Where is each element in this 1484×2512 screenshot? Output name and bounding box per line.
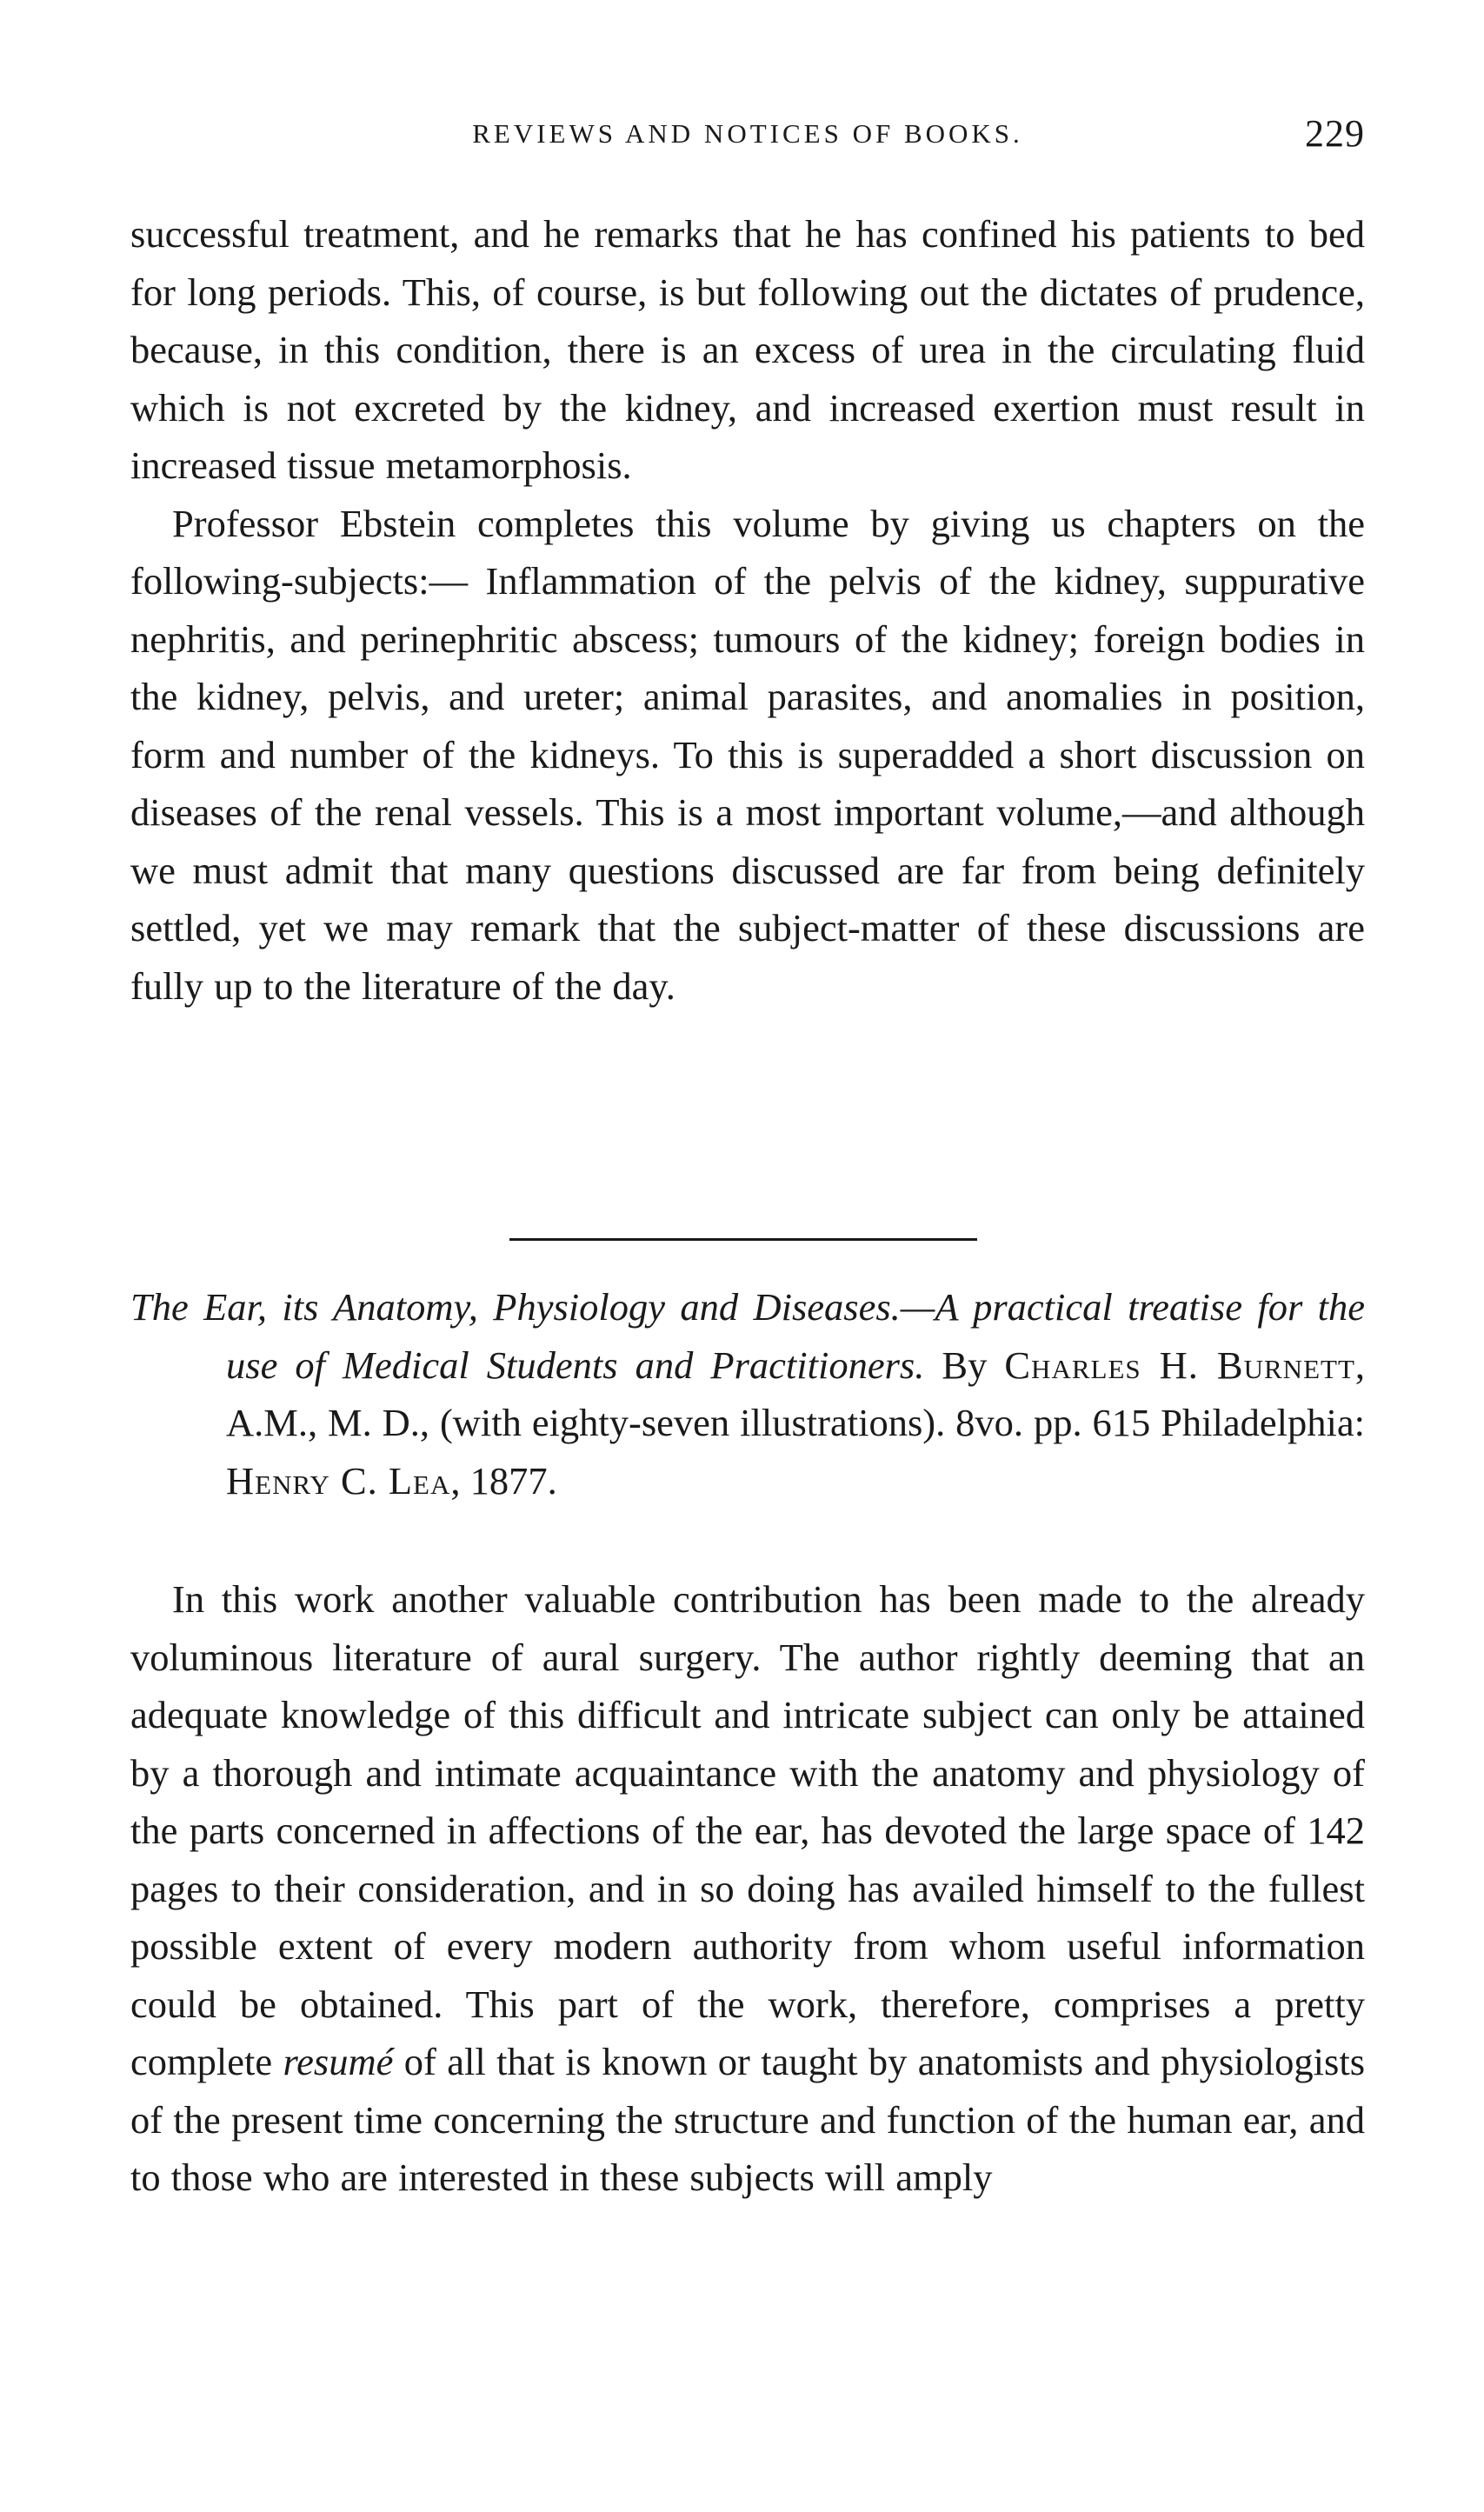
paragraph-treatment: successful treatment, and he remarks that he has confined his patients to bed for long periods. This, of course, is but following out the dictates of prudence, because, in this condition, there is an excess of urea in the circulating fluid which is not excreted by the kidney, and increased exertion must result in increased tissue metamorphosis. bbox=[130, 212, 1365, 487]
publisher-name: Henry C. Lea bbox=[226, 1458, 451, 1503]
paragraph-ebstein-volume: Professor Ebstein completes this volume by giving us chapters on the following-subjects:— Inflammation of the pelvis of the kidney, suppurative nephritis, and perinephritic abscess; tumours of the kidney; foreign bodies in the kidney, pelvis, and ureter; animal parasites, and anomalies in position, form and number of the kidneys. To this is superadded a short discussion on diseases of the renal vessels. This is a most important volume,—and although we must admit that many questions discussed are far from being definitely settled, yet we may remark that the subject-matter of these discussions are fully up to the literature of the day. bbox=[130, 501, 1365, 1008]
ear-review-text-end: of all that is known or taught by anatomists and physiologists of the present time concerning the structure and function of the human ear, and to those who are interested in these subjects will amply bbox=[130, 2040, 1366, 2199]
running-title: REVIEWS AND NOTICES OF BOOKS. bbox=[472, 118, 1023, 149]
section-divider-rule bbox=[509, 1238, 977, 1241]
citation-year: , 1877. bbox=[450, 1458, 557, 1503]
paragraph-ear-review bbox=[130, 1570, 1365, 2207]
citation-details: , A.M., M. D., (with eighty-seven illustrations). 8vo. pp. 615 Philadelphia: bbox=[226, 1343, 1365, 1444]
review-burnett-text bbox=[130, 1570, 1365, 2207]
citation-by: By bbox=[942, 1343, 988, 1387]
running-head bbox=[130, 103, 1365, 155]
book-title: The Ear, its Anatomy, Physiology and Diseases.—A practical treatise for the use of Medical Students and Practitioners. bbox=[130, 1285, 1365, 1387]
author-name: Charles H. Burnett bbox=[1004, 1343, 1355, 1387]
ear-review-text-start: In this work another valuable contribution has been made to the already voluminous literature of aural surgery. The author rightly deeming that an adequate knowledge of this difficult and intricate subject can only be attained by a thorough and intimate acquaintance with the anatomy and physiology of the parts concerned in affections of the ear, has devoted the large space of 142 pages to their consideration, and in so doing has availed himself to the fullest possible extent of every modern authority from whom useful information could be obtained. This part of the work, therefore, comprises a pretty complete bbox=[130, 1577, 1365, 2083]
resume-word: resumé bbox=[283, 2040, 394, 2083]
book-citation bbox=[130, 1278, 1365, 1509]
review-ebstein-text bbox=[130, 205, 1365, 1015]
page-number: 229 bbox=[1305, 112, 1365, 155]
